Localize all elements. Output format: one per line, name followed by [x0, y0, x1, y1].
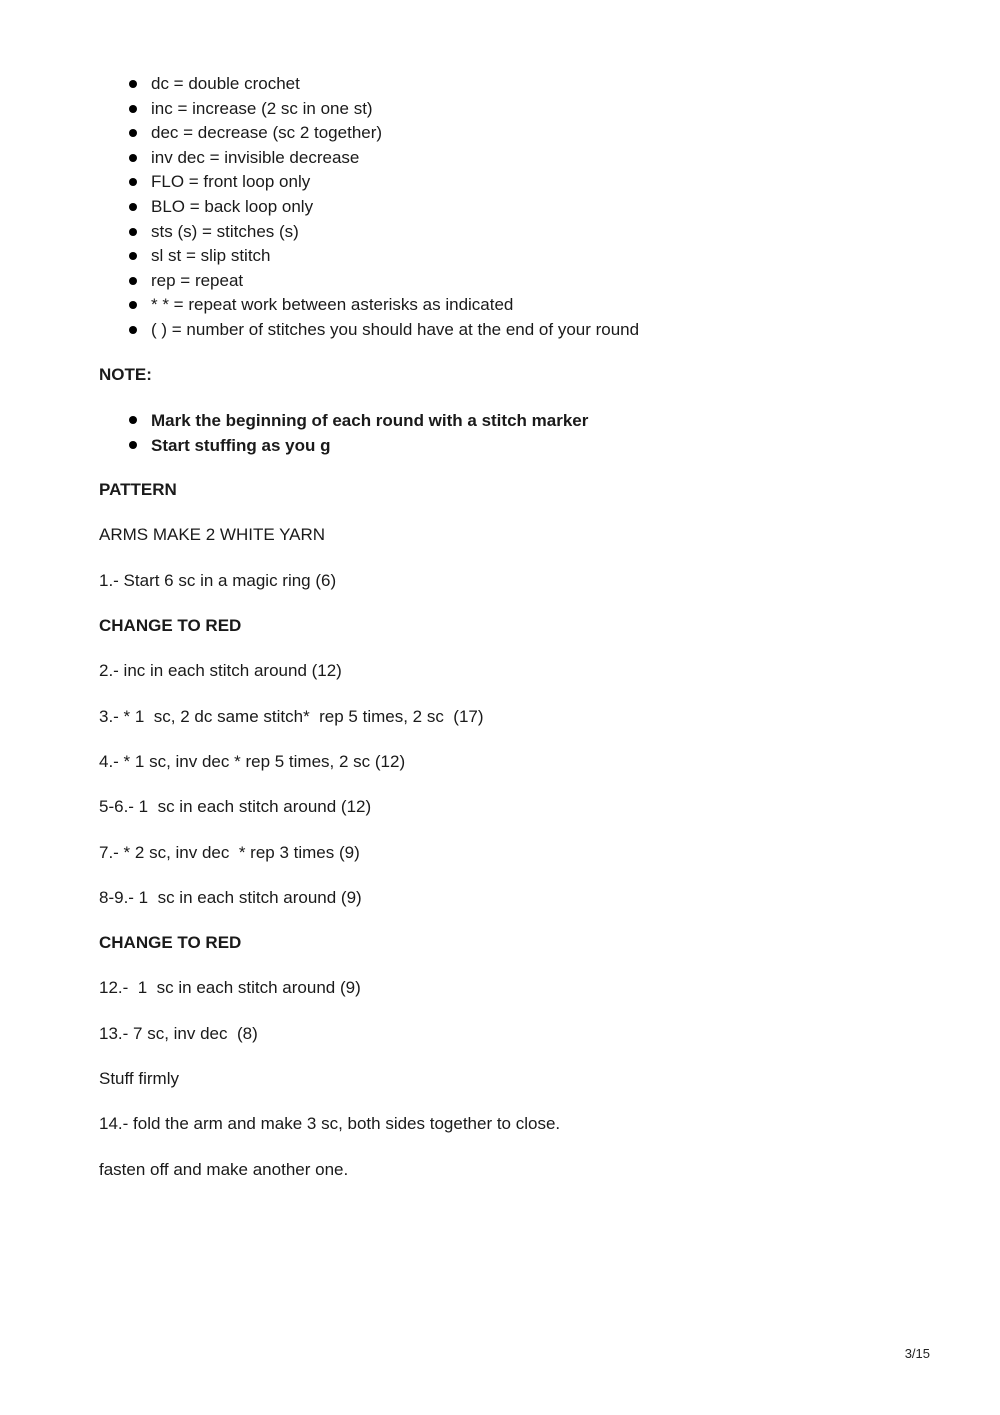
- instruction-line: Stuff firmly: [99, 1069, 179, 1088]
- color-change-heading: CHANGE TO RED: [99, 933, 242, 952]
- round-line: 7.- * 2 sc, inv dec * rep 3 times (9): [99, 843, 360, 862]
- note-list: [151, 408, 588, 458]
- list-item: dec = decrease (sc 2 together): [151, 121, 639, 146]
- list-item: inc = increase (2 sc in one st): [151, 97, 639, 122]
- round-line: 5-6.- 1 sc in each stitch around (12): [99, 797, 372, 816]
- note-item: Mark the beginning of each round with a stitch marker: [151, 408, 588, 433]
- list-item: sl st = slip stitch: [151, 244, 639, 269]
- list-item: inv dec = invisible decrease: [151, 146, 639, 171]
- pattern-heading: PATTERN: [99, 480, 177, 499]
- note-heading: NOTE:: [99, 365, 152, 384]
- color-change-heading: CHANGE TO RED: [99, 616, 242, 635]
- list-item: ( ) = number of stitches you should have at the end of your round: [151, 318, 639, 343]
- list-item: dc = double crochet: [151, 72, 639, 97]
- round-line: 4.- * 1 sc, inv dec * rep 5 times, 2 sc (12): [99, 752, 406, 771]
- round-line: 3.- * 1 sc, 2 dc same stitch* rep 5 times, 2 sc (17): [99, 707, 484, 726]
- round-line: 14.- fold the arm and make 3 sc, both sides together to close.: [99, 1114, 561, 1133]
- round-line: 1.- Start 6 sc in a magic ring (6): [99, 571, 337, 590]
- round-line: 13.- 7 sc, inv dec (8): [99, 1024, 258, 1043]
- list-item: * * = repeat work between asterisks as indicated: [151, 293, 639, 318]
- section-title: ARMS MAKE 2 WHITE YARN: [99, 525, 326, 544]
- round-line: 12.- 1 sc in each stitch around (9): [99, 978, 361, 997]
- round-line: 8-9.- 1 sc in each stitch around (9): [99, 888, 362, 907]
- list-item: rep = repeat: [151, 269, 639, 294]
- list-item: FLO = front loop only: [151, 170, 639, 195]
- list-item: sts (s) = stitches (s): [151, 220, 639, 245]
- instruction-line: fasten off and make another one.: [99, 1160, 349, 1179]
- page-number: 3/15: [904, 1346, 930, 1361]
- list-item: BLO = back loop only: [151, 195, 639, 220]
- round-line: 2.- inc in each stitch around (12): [99, 661, 342, 680]
- abbreviations-list: [151, 72, 639, 343]
- note-item: Start stuffing as you g: [151, 433, 588, 458]
